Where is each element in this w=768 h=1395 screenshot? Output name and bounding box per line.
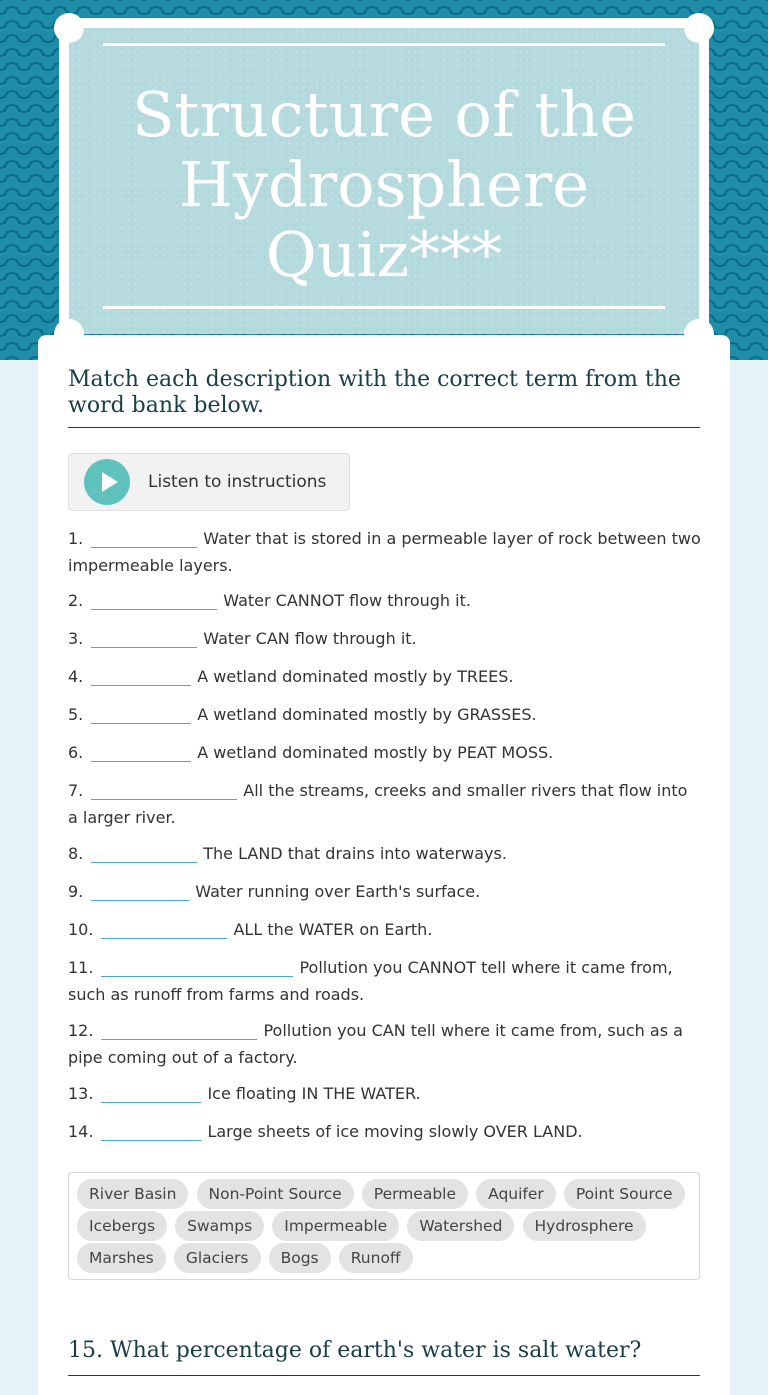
worksheet-body bbox=[38, 335, 730, 1395]
title-banner bbox=[69, 28, 699, 334]
word-chip[interactable]: Marshes bbox=[77, 1243, 166, 1273]
question-14: 14. Large sheets of ice moving slowly OVER LAND. bbox=[68, 1122, 583, 1141]
word-chip[interactable]: River Basin bbox=[77, 1179, 188, 1209]
word-chip[interactable]: Impermeable bbox=[272, 1211, 399, 1241]
question-10: 10. ALL the WATER on Earth. bbox=[68, 920, 433, 939]
word-chip[interactable]: Watershed bbox=[407, 1211, 514, 1241]
answer-blank-10[interactable] bbox=[101, 920, 227, 939]
word-chip[interactable]: Aquifer bbox=[476, 1179, 556, 1209]
answer-blank-1[interactable] bbox=[91, 529, 197, 548]
answer-blank-6[interactable] bbox=[91, 743, 191, 762]
question-9: 9. Water running over Earth's surface. bbox=[68, 882, 481, 901]
answer-blank-2[interactable] bbox=[91, 591, 217, 610]
word-bank bbox=[68, 1172, 700, 1280]
section-heading: Match each description with the correct term from the word bank below. bbox=[68, 367, 681, 418]
word-chip[interactable]: Swamps bbox=[175, 1211, 264, 1241]
question-13: 13. Ice floating IN THE WATER. bbox=[68, 1084, 421, 1103]
play-icon[interactable] bbox=[84, 459, 130, 505]
question-4: 4. A wetland dominated mostly by TREES. bbox=[68, 667, 514, 686]
question-2: 2. Water CANNOT flow through it. bbox=[68, 591, 471, 610]
question-7: 7. All the streams, creeks and smaller rivers that flow into a larger river. bbox=[68, 781, 688, 827]
question-15-divider bbox=[68, 1375, 700, 1376]
word-chip[interactable]: Runoff bbox=[339, 1243, 413, 1273]
question-8: 8. The LAND that drains into waterways. bbox=[68, 844, 507, 863]
listen-button[interactable] bbox=[68, 453, 350, 511]
word-chip[interactable]: Hydrosphere bbox=[523, 1211, 646, 1241]
word-chip[interactable]: Non-Point Source bbox=[197, 1179, 354, 1209]
title-rule-bottom bbox=[103, 306, 665, 309]
answer-blank-3[interactable] bbox=[91, 629, 197, 648]
answer-blank-13[interactable] bbox=[101, 1084, 201, 1103]
question-1: 1. Water that is stored in a permeable layer of rock between two impermeable layers. bbox=[68, 529, 701, 575]
word-chip[interactable]: Icebergs bbox=[77, 1211, 167, 1241]
answer-blank-9[interactable] bbox=[91, 882, 189, 901]
answer-blank-7[interactable] bbox=[91, 781, 237, 800]
question-3: 3. Water CAN flow through it. bbox=[68, 629, 417, 648]
title-card bbox=[59, 18, 709, 334]
answer-blank-14[interactable] bbox=[101, 1122, 201, 1141]
answer-blank-5[interactable] bbox=[91, 705, 191, 724]
heading-divider bbox=[68, 427, 700, 428]
question-5: 5. A wetland dominated mostly by GRASSES. bbox=[68, 705, 537, 724]
question-12: 12. Pollution you CAN tell where it came from, such as a pipe coming out of a factory. bbox=[68, 1021, 683, 1067]
question-15-heading: 15. What percentage of earth's water is salt water? bbox=[68, 1338, 642, 1363]
word-chip[interactable]: Bogs bbox=[269, 1243, 331, 1273]
word-chip[interactable]: Point Source bbox=[564, 1179, 685, 1209]
page-title: Structure of the Hydrosphere Quiz*** bbox=[131, 78, 637, 291]
title-rule-top bbox=[103, 43, 665, 46]
question-6: 6. A wetland dominated mostly by PEAT MOSS. bbox=[68, 743, 554, 762]
answer-blank-12[interactable] bbox=[101, 1021, 257, 1040]
answer-blank-8[interactable] bbox=[91, 844, 197, 863]
answer-blank-4[interactable] bbox=[91, 667, 191, 686]
question-11: 11. Pollution you CANNOT tell where it came from, such as runoff from farms and roads. bbox=[68, 958, 673, 1004]
listen-label: Listen to instructions bbox=[148, 472, 327, 492]
word-chip[interactable]: Glaciers bbox=[174, 1243, 261, 1273]
answer-blank-11[interactable] bbox=[101, 958, 293, 977]
word-chip[interactable]: Permeable bbox=[362, 1179, 468, 1209]
